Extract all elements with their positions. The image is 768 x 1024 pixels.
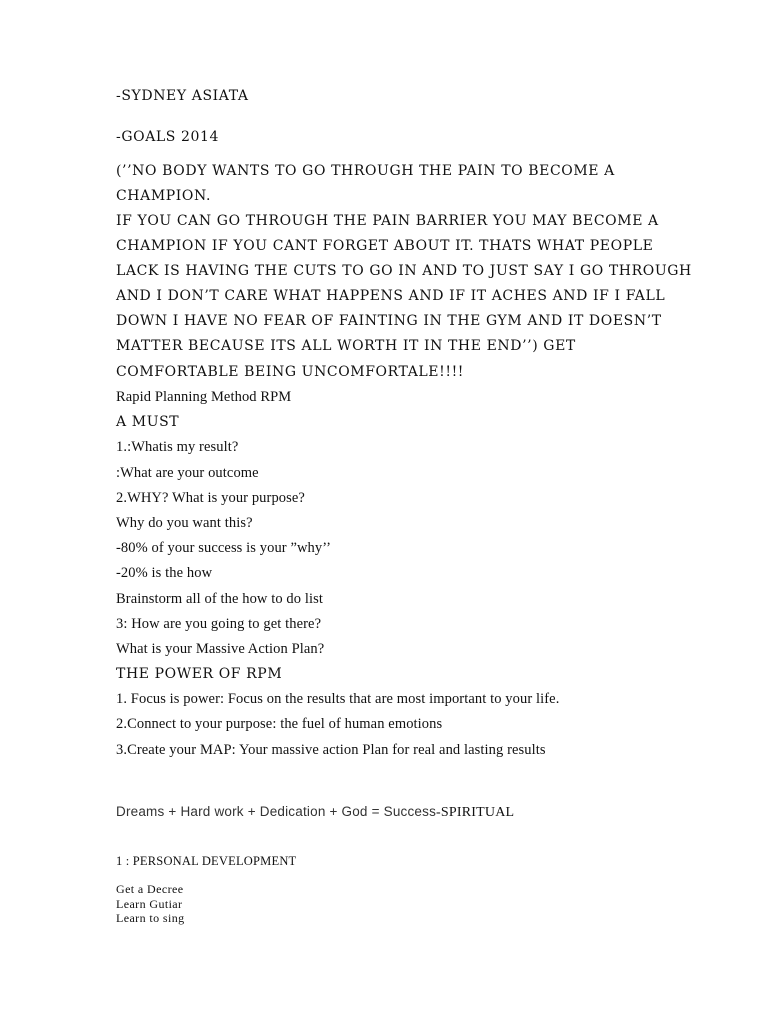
rpm-line: 1. Focus is power: Focus on the results that are most important to your life. bbox=[116, 691, 560, 707]
list-item: Get a Decree bbox=[116, 882, 184, 896]
rpm-line: -20% is the how bbox=[116, 565, 213, 581]
list-item: Learn to sing bbox=[116, 911, 185, 925]
list-item: Learn Gutiar bbox=[116, 897, 183, 911]
formula-text: Dreams + Hard work + Dedication + God = Success bbox=[116, 804, 437, 819]
quote-line: LACK IS HAVING THE CUTS TO GO IN AND TO JUST SAY I GO THROUGH bbox=[116, 263, 692, 279]
goals-title: -GOALS 2014 bbox=[116, 129, 220, 145]
rpm-line: Brainstorm all of the how to do list bbox=[116, 591, 323, 607]
personal-development-heading: 1 : PERSONAL DEVELOPMENT bbox=[116, 854, 297, 868]
rpm-line: 3: How are you going to get there? bbox=[116, 616, 322, 632]
rpm-line: 2.Connect to your purpose: the fuel of human emotions bbox=[116, 716, 443, 732]
quote-line: DOWN I HAVE NO FEAR OF FAINTING IN THE GYM AND IT DOESN’T bbox=[116, 313, 662, 329]
rpm-heading: Rapid Planning Method RPM bbox=[116, 389, 292, 405]
success-formula bbox=[116, 804, 514, 821]
rpm-line: Why do you want this? bbox=[116, 515, 253, 531]
rpm-line: What is your Massive Action Plan? bbox=[116, 641, 325, 657]
rpm-line: 2.WHY? What is your purpose? bbox=[116, 490, 305, 506]
rpm-line: 1.:Whatis my result? bbox=[116, 439, 239, 455]
quote-line: CHAMPION IF YOU CANT FORGET ABOUT IT. THATS WHAT PEOPLE bbox=[116, 238, 654, 254]
rpm-line: -80% of your success is your ”why’’ bbox=[116, 540, 332, 556]
rpm-line: 3.Create your MAP: Your massive action Plan for real and lasting results bbox=[116, 742, 546, 758]
quote-line: CHAMPION. bbox=[116, 188, 211, 204]
formula-suffix: -SPIRITUAL bbox=[436, 805, 515, 820]
quote-line: (’’NO BODY WANTS TO GO THROUGH THE PAIN TO BECOME A bbox=[116, 163, 615, 179]
author-name: -SYDNEY ASIATA bbox=[116, 88, 249, 104]
quote-line: COMFORTABLE BEING UNCOMFORTALE!!!! bbox=[116, 364, 465, 380]
quote-line: MATTER BECAUSE ITS ALL WORTH IT IN THE END’’) GET bbox=[116, 338, 576, 354]
rpm-line: A MUST bbox=[116, 414, 180, 430]
rpm-power-heading: THE POWER OF RPM bbox=[116, 666, 283, 682]
quote-line: IF YOU CAN GO THROUGH THE PAIN BARRIER YOU MAY BECOME A bbox=[116, 213, 659, 229]
rpm-line: :What are your outcome bbox=[116, 465, 259, 481]
quote-line: AND I DON’T CARE WHAT HAPPENS AND IF IT ACHES AND IF I FALL bbox=[116, 288, 666, 304]
